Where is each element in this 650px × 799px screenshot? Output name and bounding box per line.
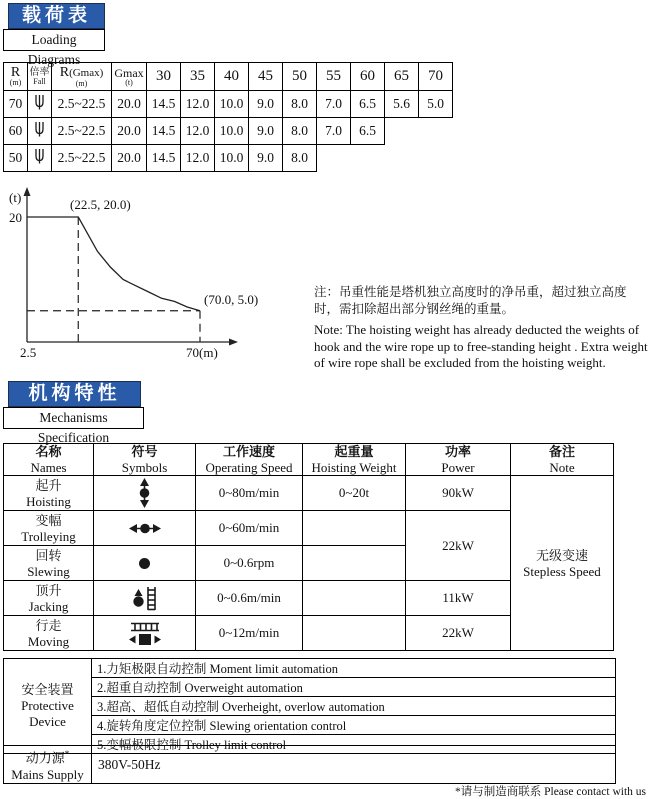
weight-moving	[303, 616, 406, 651]
x-origin-label: 2.5	[20, 345, 37, 360]
mechanisms-title-zh: 机构特性	[8, 381, 141, 407]
name-hoisting: 起升 Hoisting	[4, 476, 94, 511]
protective-device-stub: 安全装置 Protective Device	[4, 659, 92, 754]
cell-r: 50	[4, 145, 28, 172]
load-curve	[27, 217, 200, 311]
name-slewing: 回转 Slewing	[4, 546, 94, 581]
hoist-symbol-icon	[138, 478, 151, 508]
table-row: 70 2.5~22.5 20.0 14.5 12.0 10.0 9.0 8.0 7.0 6.5 5.6 5.0	[4, 91, 453, 118]
header-power: 功率 Power	[406, 444, 511, 476]
fall-reeving-icon	[28, 118, 52, 145]
speed-hoisting: 0~80m/min	[196, 476, 303, 511]
weight-slewing	[303, 546, 406, 581]
table-row: 50 2.5~22.5 20.0 14.5 12.0 10.0 9.0 8.0	[4, 145, 453, 172]
mains-asterisk: *	[64, 749, 70, 759]
y-axis-arrow-icon	[24, 187, 31, 196]
mains-supply-stub: 动力源* Mains Supply	[4, 746, 92, 784]
x-end-label: 70(m)	[186, 345, 218, 360]
speed-slewing: 0~0.6rpm	[196, 546, 303, 581]
fall-reeving-icon	[28, 145, 52, 172]
header-operating-speed: 工作速度 Operating Speed	[196, 444, 303, 476]
mechanisms-table	[3, 443, 614, 651]
protective-item-2: 2.超重自动控制 Overweight automation	[92, 678, 616, 697]
header-radius-40: 40	[215, 63, 249, 91]
header-radius-60: 60	[351, 63, 385, 91]
mains-supply-table	[3, 745, 616, 784]
note-english: Note: The hoisting weight has already deducted the weights of hook and the wire rope up to free-standing height . Extra weight of wire rope shall be excluded from the hoisting weight.	[314, 322, 648, 370]
x-axis-arrow-icon	[229, 339, 238, 346]
cell-range: 2.5~22.5	[52, 91, 112, 118]
move-symbol-icon	[126, 621, 164, 646]
power-trolleying-slewing: 22kW	[406, 511, 511, 581]
note-stepless-speed: 无级变速 Stepless Speed	[511, 476, 614, 651]
two-fall-hook-icon	[34, 94, 45, 110]
name-moving: 行走 Moving	[4, 616, 94, 651]
protective-device-table	[3, 658, 616, 754]
cell-range: 2.5~22.5	[52, 145, 112, 172]
power-hoisting: 90kW	[406, 476, 511, 511]
contact-footnote: *请与制造商联系 Please contact with us	[454, 786, 646, 798]
table-row	[4, 746, 616, 784]
protective-item-4: 4.旋转角度定位控制 Slewing orientation control	[92, 716, 616, 735]
cell-range: 2.5~22.5	[52, 118, 112, 145]
jack-symbol-icon	[132, 584, 157, 612]
weight-jacking	[303, 581, 406, 616]
loading-table-header-row	[4, 63, 453, 91]
y-unit-label: (t)	[9, 190, 22, 205]
fall-reeving-icon	[28, 91, 52, 118]
weight-trolleying	[303, 511, 406, 546]
cell-r: 70	[4, 91, 28, 118]
two-fall-hook-icon	[34, 121, 45, 137]
header-hoisting-weight: 起重量 Hoisting Weight	[303, 444, 406, 476]
hoist-symbol-cell	[94, 476, 196, 511]
annotation-tip: (70.0, 5.0)	[204, 292, 259, 307]
note-chinese: 注：吊重性能是塔机独立高度时的净吊重，超过独立高度时，需扣除超出部分钢丝绳的重量。	[314, 285, 627, 316]
mechanisms-header-row	[4, 444, 614, 476]
name-trolleying: 变幅 Trolleying	[4, 511, 94, 546]
table-row	[4, 659, 616, 678]
speed-jacking: 0~0.6m/min	[196, 581, 303, 616]
y-tick-20: 20	[9, 210, 22, 225]
speed-moving: 0~12m/min	[196, 616, 303, 651]
protective-item-1: 1.力矩极限自动控制 Moment limit automation	[92, 659, 616, 678]
header-radius-45: 45	[249, 63, 283, 91]
trolley-symbol-icon	[129, 522, 161, 535]
power-jacking: 11kW	[406, 581, 511, 616]
weight-hoisting: 0~20t	[303, 476, 406, 511]
load-curve-chart	[8, 186, 308, 361]
name-jacking: 顶升 Jacking	[4, 581, 94, 616]
header-rgmax: R(Gmax) (m)	[52, 63, 112, 91]
table-row: 60 2.5~22.5 20.0 14.5 12.0 10.0 9.0 8.0 7.0 6.5	[4, 118, 453, 145]
annotation-breakpoint: (22.5, 20.0)	[70, 197, 131, 212]
slew-symbol-icon	[138, 557, 151, 570]
mechanisms-banner	[3, 381, 144, 445]
loading-diagrams-banner	[3, 3, 105, 67]
two-fall-hook-icon	[34, 148, 45, 164]
hoisting-weight-note	[314, 284, 648, 372]
power-moving: 22kW	[406, 616, 511, 651]
header-radius-70: 70	[419, 63, 453, 91]
protective-item-5: 5.变幅极限控制 Trolley limit control	[92, 735, 616, 754]
protective-item-3: 3.超高、超低自动控制 Overheight, overlow automation	[92, 697, 616, 716]
mains-supply-value: 380V-50Hz	[92, 746, 616, 784]
mechanisms-title-en: Mechanisms Specification	[3, 407, 144, 429]
table-row	[4, 678, 616, 697]
header-radius-65: 65	[385, 63, 419, 91]
header-note: 备注 Note	[511, 444, 614, 476]
header-fall: 倍率 Fall	[28, 63, 52, 91]
header-symbols: 符号 Symbols	[94, 444, 196, 476]
loading-diagrams-title-zh: 载荷表	[8, 3, 105, 29]
header-radius-35: 35	[181, 63, 215, 91]
header-gmax: Gmax (t)	[112, 63, 147, 91]
header-names: 名称 Names	[4, 444, 94, 476]
header-radius-55: 55	[317, 63, 351, 91]
header-radius-50: 50	[283, 63, 317, 91]
table-row-hoisting	[4, 476, 614, 511]
slew-symbol-cell	[94, 546, 196, 581]
speed-trolleying: 0~60m/min	[196, 511, 303, 546]
cell-gmax: 20.0	[112, 145, 147, 172]
loading-diagrams-title-en: Loading Diagrams	[3, 29, 105, 51]
cell-gmax: 20.0	[112, 91, 147, 118]
trolley-symbol-cell	[94, 511, 196, 546]
table-row	[4, 697, 616, 716]
move-symbol-cell	[94, 616, 196, 651]
header-radius-30: 30	[147, 63, 181, 91]
table-row	[4, 716, 616, 735]
cell-r: 60	[4, 118, 28, 145]
cell-gmax: 20.0	[112, 118, 147, 145]
jack-symbol-cell	[94, 581, 196, 616]
header-r: R (m)	[4, 63, 28, 91]
loading-table	[3, 62, 453, 172]
